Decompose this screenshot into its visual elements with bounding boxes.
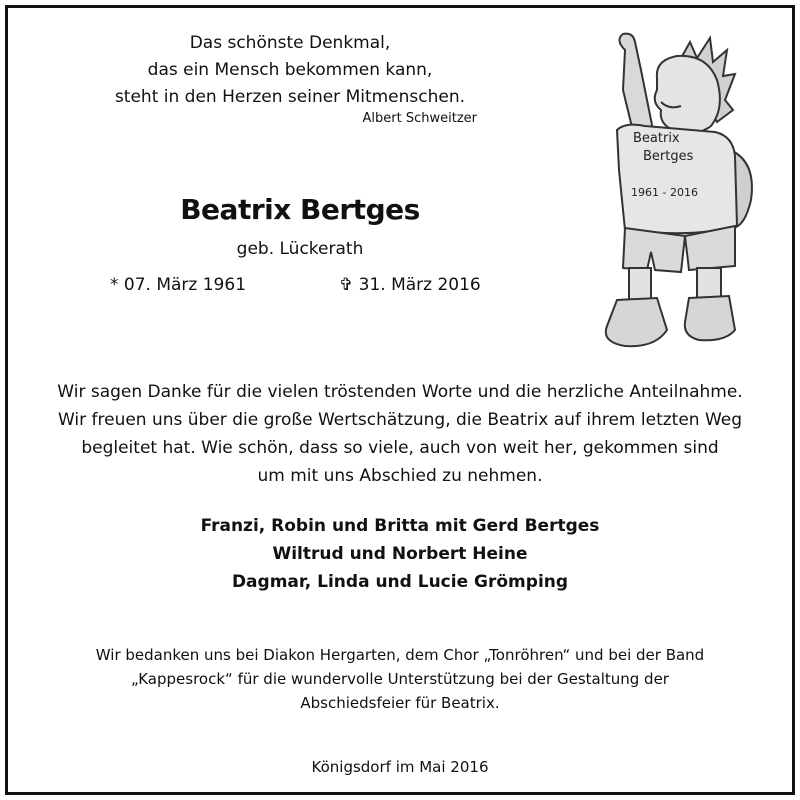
deceased-name: Beatrix Bertges (180, 193, 420, 226)
family-line: Dagmar, Linda und Lucie Grömping (231, 572, 569, 592)
quote-line: Das schönste Denkmal, (189, 33, 391, 53)
acknowledgement-line: „Kappesrock“ für die wundervolle Unterstützung bei der Gestaltung der (131, 670, 669, 688)
birth-date: * 07. März 1961 (110, 275, 247, 295)
quote-author: Albert Schweitzer (362, 111, 477, 126)
shirt-name-last: Bertges (643, 149, 694, 164)
quote-line: steht in den Herzen seiner Mitmenschen. (114, 87, 466, 107)
birth-name: geb. Lückerath (236, 239, 364, 259)
cartoon-figure-waving-icon (585, 30, 775, 360)
shirt-dates: 1961 - 2016 (631, 186, 698, 199)
thanks-line: um mit uns Abschied zu nehmen. (257, 466, 543, 486)
death-date: ✞ 31. März 2016 (339, 275, 481, 295)
family-line: Franzi, Robin und Britta mit Gerd Bertges (200, 516, 600, 536)
quote (80, 30, 500, 111)
thanks-line: Wir sagen Danke für die vielen tröstenden Worte und die herzliche Anteilnahme. (57, 382, 743, 402)
thanks-line: begleitet hat. Wie schön, dass so viele, auch von weit her, gekommen sind (81, 438, 719, 458)
acknowledgement-line: Wir bedanken uns bei Diakon Hergarten, dem Chor „Tonröhren“ und bei der Band (95, 646, 705, 664)
thanks-text (20, 378, 780, 490)
acknowledgement-text (30, 643, 770, 715)
acknowledgement-line: Abschiedsfeier für Beatrix. (300, 694, 500, 712)
shirt-name-first: Beatrix (633, 131, 680, 146)
family-signatures (150, 512, 650, 596)
quote-line: das ein Mensch bekommen kann, (147, 60, 433, 80)
family-line: Wiltrud und Norbert Heine (272, 544, 528, 564)
place-date: Königsdorf im Mai 2016 (311, 758, 489, 776)
thanks-line: Wir freuen uns über die große Wertschätzung, die Beatrix auf ihrem letzten Weg (57, 410, 743, 430)
